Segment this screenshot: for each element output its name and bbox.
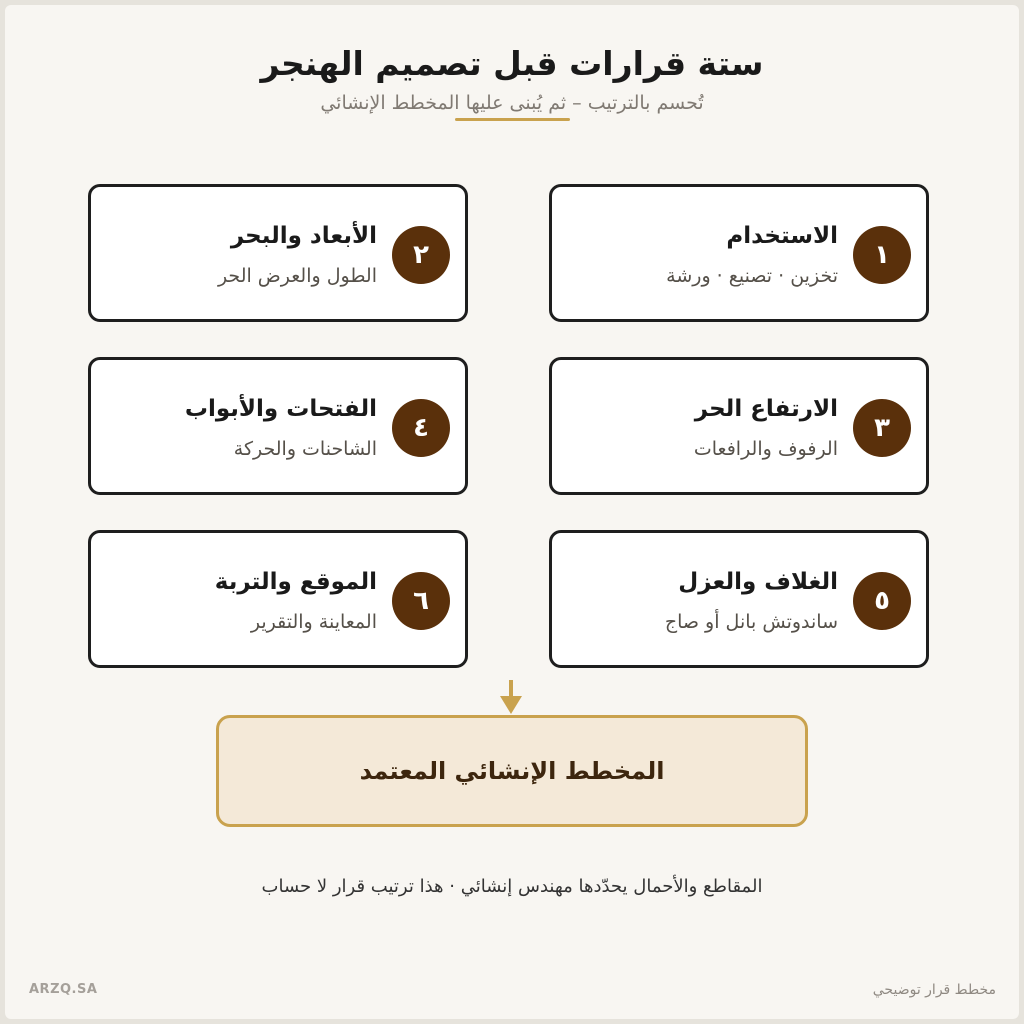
step-badge-5: ٥ xyxy=(853,572,911,630)
step-badge-1: ١ xyxy=(853,226,911,284)
footer-label: مخطط قرار توضيحي xyxy=(872,982,996,998)
diagram-subtitle: تُحسم بالترتيب – ثم يُبنى عليها المخطط الإنشائي xyxy=(320,92,704,114)
result-label: المخطط الإنشائي المعتمد xyxy=(359,757,665,785)
decision-subtitle-2: الطول والعرض الحر xyxy=(217,265,377,287)
step-badge-4: ٤ xyxy=(392,399,450,457)
decision-title-1: الاستخدام xyxy=(726,223,838,249)
decision-title-5: الغلاف والعزل xyxy=(678,569,838,595)
footnote: المقاطع والأحمال يحدّدها مهندس إنشائي · هذا ترتيب قرار لا حساب xyxy=(261,876,763,897)
step-badge-6: ٦ xyxy=(392,572,450,630)
decision-card-3 xyxy=(549,357,929,495)
decision-subtitle-3: الرفوف والرافعات xyxy=(693,438,838,460)
result-box xyxy=(216,715,808,827)
brand-logo: ARZQ.SA xyxy=(29,982,98,997)
decision-card-6 xyxy=(88,530,468,668)
decision-title-3: الارتفاع الحر xyxy=(694,396,838,422)
decision-title-4: الفتحات والأبواب xyxy=(184,396,377,422)
decision-card-1 xyxy=(549,184,929,322)
subtitle-underline xyxy=(455,118,570,121)
decision-title-2: الأبعاد والبحر xyxy=(230,223,377,249)
decision-card-4 xyxy=(88,357,468,495)
decision-subtitle-1: تخزين · تصنيع · ورشة xyxy=(666,265,838,287)
decision-title-6: الموقع والتربة xyxy=(214,569,377,595)
step-badge-3: ٣ xyxy=(853,399,911,457)
decision-card-5 xyxy=(549,530,929,668)
diagram-title: ستة قرارات قبل تصميم الهنجر xyxy=(260,44,764,83)
decision-subtitle-5: ساندوتش بانل أو صاج xyxy=(664,611,838,633)
decision-subtitle-4: الشاحنات والحركة xyxy=(233,438,377,460)
decision-subtitle-6: المعاينة والتقرير xyxy=(250,611,377,633)
step-badge-2: ٢ xyxy=(392,226,450,284)
arrow-down-icon xyxy=(499,680,523,716)
decision-card-2 xyxy=(88,184,468,322)
diagram-canvas xyxy=(5,5,1019,1019)
